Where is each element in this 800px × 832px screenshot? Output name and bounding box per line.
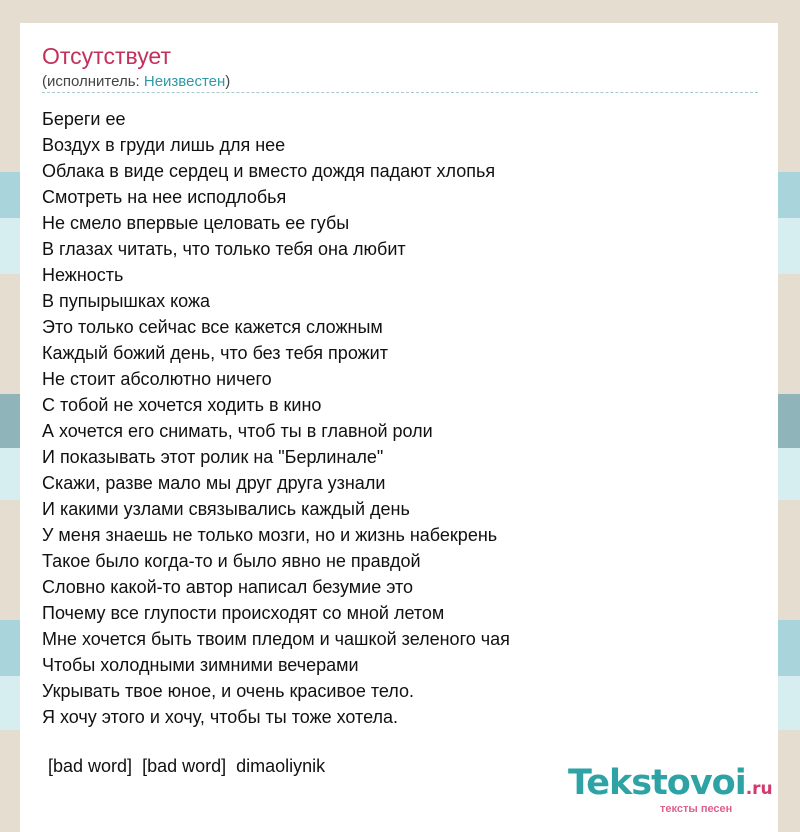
lyric-line: Нежность	[42, 265, 124, 285]
lyric-line: Почему все глупости происходят со мной летом	[42, 603, 445, 623]
lyric-line: И показывать этот ролик на "Берлинале"	[42, 447, 384, 467]
lyric-line: Не смело впервые целовать ее губы	[42, 213, 350, 233]
site-logo[interactable]	[568, 763, 778, 823]
lyric-line: Это только сейчас все кажется сложным	[42, 317, 383, 337]
lyric-line: Облака в виде сердец и вместо дождя падают хлопья	[42, 161, 496, 181]
lyric-line: Береги ее	[42, 109, 126, 129]
lyric-line: Воздух в груди лишь для нее	[42, 135, 286, 155]
logo-tagline: тексты песен	[660, 803, 733, 815]
lyric-line: А хочется его снимать, чтоб ты в главной роли	[42, 421, 433, 441]
lyric-line: В пупырышках кожа	[42, 291, 211, 311]
lyric-line: Скажи, разве мало мы друг друга узнали	[42, 473, 386, 493]
artist-prefix: (исполнитель:	[42, 73, 144, 90]
lyric-line: У меня знаешь не только мозги, но и жизнь набекрень	[42, 525, 498, 545]
lyric-line: Такое было когда-то и было явно не правдой	[42, 551, 421, 571]
lyric-line: Я хочу этого и хочу, чтобы ты тоже хотела.	[42, 707, 399, 727]
lyric-line: Мне хочется быть твоим пледом и чашкой зеленого чая	[42, 629, 510, 649]
lyric-line: Словно какой-то автор написал безумие это	[42, 577, 414, 597]
logo-tld: .ru	[745, 779, 773, 799]
credit-item: dimaoliynik	[236, 756, 326, 776]
artist-line	[42, 73, 230, 90]
logo-brand: Tekstovoi	[568, 763, 746, 803]
lyrics-text	[42, 106, 510, 730]
artist-link[interactable]: Неизвестен	[143, 73, 226, 90]
lyric-line: Не стоит абсолютно ничего	[42, 369, 272, 389]
lyric-line: И какими узлами связывались каждый день	[42, 499, 410, 519]
lyric-line: С тобой не хочется ходить в кино	[42, 395, 322, 415]
lyric-line: Укрывать твое юное, и очень красивое тело.	[42, 681, 415, 701]
lyrics-card	[20, 23, 778, 832]
artist-suffix: )	[225, 73, 231, 90]
lyric-line: Смотреть на нее исподлобья	[42, 187, 287, 207]
credit-item: [bad word]	[142, 756, 227, 776]
credits-line	[48, 756, 335, 777]
title-divider	[42, 92, 758, 93]
song-title: Отсутствует	[42, 43, 171, 69]
lyric-line: Каждый божий день, что без тебя прожит	[42, 343, 388, 363]
credit-item: [bad word]	[48, 756, 133, 776]
lyric-line: В глазах читать, что только тебя она любит	[42, 239, 406, 259]
lyric-line: Чтобы холодными зимними вечерами	[42, 655, 359, 675]
